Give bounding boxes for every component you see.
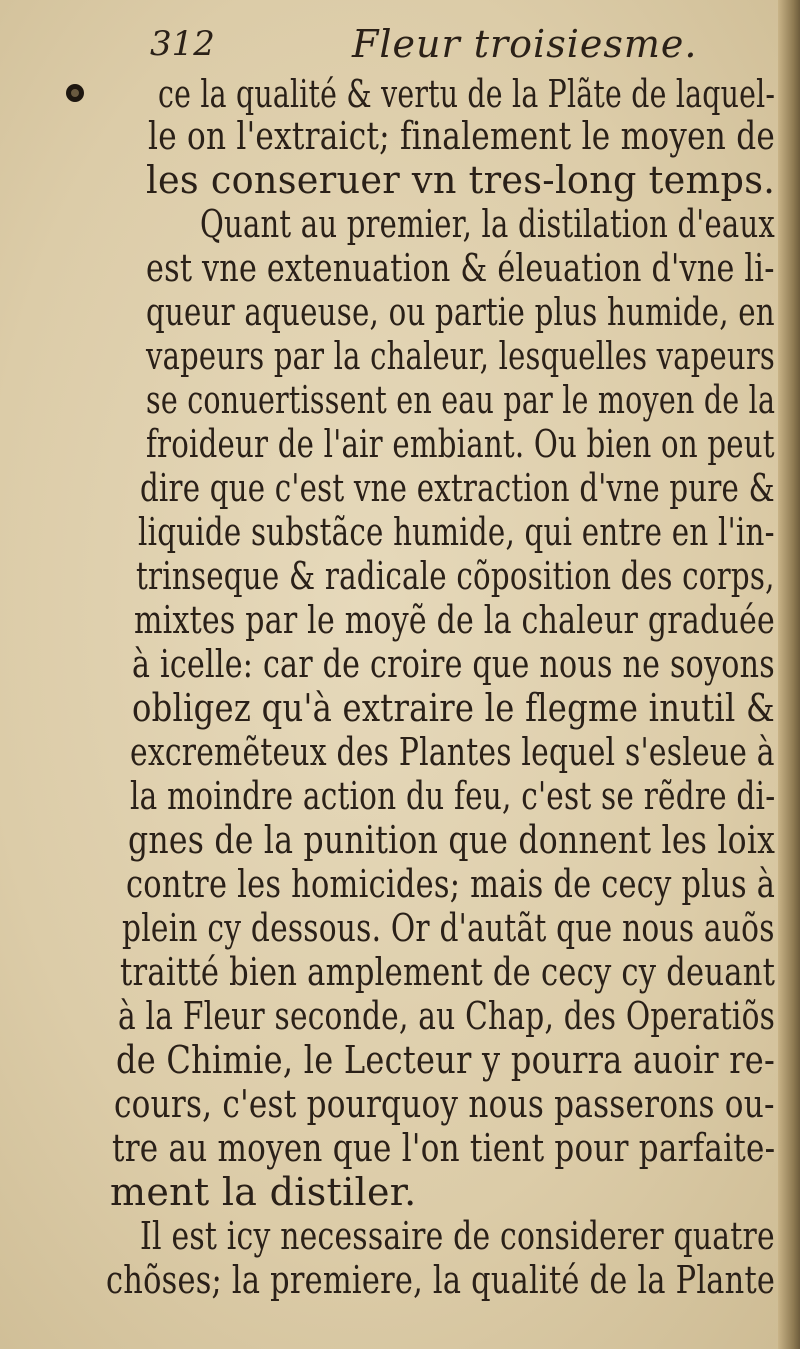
text-line: traitté bien amplement de cecy cy deuant [120,950,776,994]
bullet-ornament-icon [64,82,86,104]
text-line: ment la distiler. [110,1170,417,1214]
text-line: froideur de l'air embiant. Ou bien on peut [146,422,775,466]
text-line: cours, c'est pourquoy nous passerons ou- [114,1082,775,1126]
text-line: la moindre action du feu, c'est se rẽdre di- [130,774,776,818]
text-line: plein cy dessous. Or d'autãt que nous auõs [122,906,775,950]
page-header [150,22,710,72]
text-line: les conseruer vn tres-long temps. [146,158,776,202]
page-number: 312 [150,24,215,64]
text-line: à la Fleur seconde, au Chap, des Operatiõs [118,994,776,1038]
text-line: gnes de la punition que donnent les loix [128,818,776,862]
text-line: trinseque & radicale cõposition des corps, [136,554,775,598]
text-line: obligez qu'à extraire le flegme inutil & [132,686,775,730]
text-line: mixtes par le moyẽ de la chaleur graduée [134,598,775,642]
text-line: ce la qualité & vertu de la Plãte de laquel- [158,72,776,116]
text-line: Il est icy necessaire de considerer quatre [140,1214,775,1258]
text-line: est vne extenuation & éleuation d'vne li- [146,246,775,290]
text-line: de Chimie, le Lecteur y pourra auoir re- [116,1038,776,1082]
text-line: Quant au premier, la distilation d'eaux [200,202,775,246]
running-title: Fleur troisiesme. [352,22,698,66]
text-line: à icelle: car de croire que nous ne soyons [132,642,775,686]
text-line: dire que c'est vne extraction d'vne pure & [140,466,775,510]
text-line: contre les homicides; mais de cecy plus à [126,862,776,906]
text-line: vapeurs par la chaleur, lesquelles vapeurs [146,334,776,378]
text-line: liquide substãce humide, qui entre en l'in- [138,510,775,554]
text-line: chõses; la premiere, la qualité de la Plante [106,1258,776,1302]
text-line: se conuertissent en eau par le moyen de la [146,378,776,422]
text-line: tre au moyen que l'on tient pour parfaite- [112,1126,776,1170]
text-line: excremẽteux des Plantes lequel s'esleue à [130,730,775,774]
page-gutter-shadow [778,0,800,1349]
text-line: queur aqueuse, ou partie plus humide, en [146,290,775,334]
text-line: le on l'extraict; finalement le moyen de [148,114,776,158]
